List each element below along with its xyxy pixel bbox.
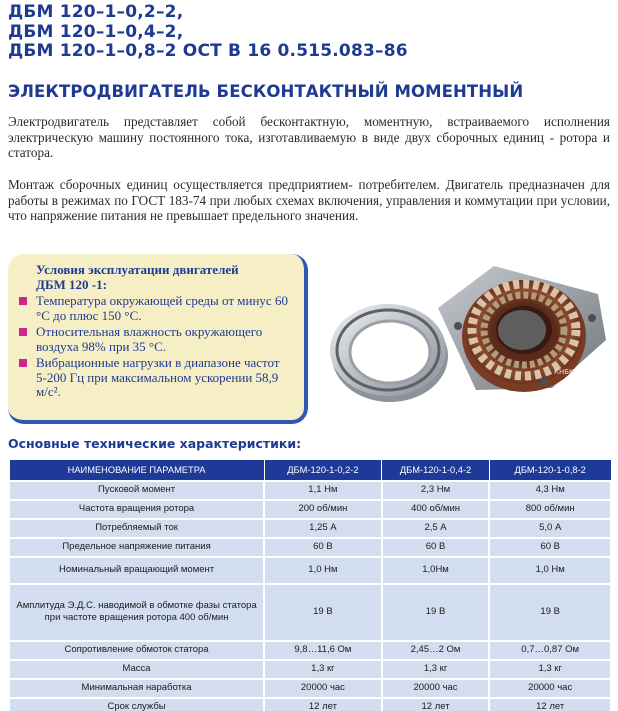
param-value: 12 лет bbox=[382, 698, 490, 711]
conditions-title-line-1: Условия эксплуатации двигателей bbox=[36, 262, 239, 277]
param-value: 12 лет bbox=[264, 698, 382, 711]
param-value: 20000 час bbox=[264, 679, 382, 698]
param-value: 0,7…0,87 Ом bbox=[489, 641, 611, 660]
header-parameter: НАИМЕНОВАНИЕ ПАРАМЕТРА bbox=[9, 460, 264, 481]
header-model-3: ДБМ-120-1-0,8-2 bbox=[489, 460, 611, 481]
param-value: 1,0 Нм bbox=[489, 557, 611, 584]
param-name: Предельное напряжение питания bbox=[9, 538, 264, 557]
bullet-square-icon bbox=[19, 328, 27, 336]
param-value: 1,0 Нм bbox=[264, 557, 382, 584]
table-header-row bbox=[9, 460, 611, 481]
condition-text: Вибрационные нагрузки в диапазоне частот 5-200 Гц при максимальном ускорении 58,9 м/с². bbox=[36, 355, 280, 399]
param-value: 60 В bbox=[264, 538, 382, 557]
bullet-square-icon bbox=[19, 359, 27, 367]
param-name: Масса bbox=[9, 660, 264, 679]
param-value: 1,25 А bbox=[264, 519, 382, 538]
param-name: Потребляемый ток bbox=[9, 519, 264, 538]
param-value: 1,1 Нм bbox=[264, 481, 382, 500]
motor-photo bbox=[326, 258, 612, 433]
table-row bbox=[9, 519, 611, 538]
title-line-3: ДБМ 120–1–0,8–2 ОСТ В 16 0.515.083–86 bbox=[8, 41, 408, 61]
header-model-1: ДБМ-120-1-0,2-2 bbox=[264, 460, 382, 481]
param-value: 800 об/мин bbox=[489, 500, 611, 519]
param-name: Минимальная наработка bbox=[9, 679, 264, 698]
param-value: 9,8…11,6 Ом bbox=[264, 641, 382, 660]
param-value: 400 об/мин bbox=[382, 500, 490, 519]
table-row bbox=[9, 557, 611, 584]
photo-label: КНБК bbox=[554, 368, 575, 376]
param-value: 4,3 Нм bbox=[489, 481, 611, 500]
param-value: 12 лет bbox=[489, 698, 611, 711]
param-value: 2,5 А bbox=[382, 519, 490, 538]
table-row bbox=[9, 698, 611, 711]
param-value: 1,3 кг bbox=[489, 660, 611, 679]
title-line-1: ДБМ 120–1–0,2–2, bbox=[8, 2, 184, 22]
param-value: 19 В bbox=[382, 584, 490, 641]
table-row bbox=[9, 538, 611, 557]
condition-item-vibration bbox=[36, 356, 292, 400]
param-name: Номинальный вращающий момент bbox=[9, 557, 264, 584]
description-paragraph-1: Электродвигатель представляет собой бесконтактную, моментную, встраиваемого исполнения электрическую машину постоянного тока, изготавливаемую в виде двух сборочных единиц - ротора и статора. bbox=[8, 114, 610, 161]
param-value: 1,0Нм bbox=[382, 557, 490, 584]
description-paragraph-2: Монтаж сборочных единиц осуществляется предприятием- потребителем. Двигатель предназначен для работы в режимах по ГОСТ 183-74 при любых схемах включения, управления и коммутации при условии, что напряжение питания не превышает предельного значения. bbox=[8, 177, 610, 224]
condition-text: Относительная влажность окружающего воздуха 98% при 35 °С. bbox=[36, 324, 263, 354]
table-caption: Основные технические характеристики: bbox=[8, 436, 302, 451]
operating-conditions-box bbox=[8, 254, 308, 424]
table-row bbox=[9, 660, 611, 679]
section-heading: ЭЛЕКТРОДВИГАТЕЛЬ БЕСКОНТАКТНЫЙ МОМЕНТНЫЙ bbox=[8, 82, 524, 101]
param-name: Сопротивление обмоток статора bbox=[9, 641, 264, 660]
param-value: 20000 час bbox=[382, 679, 490, 698]
param-value: 2,45…2 Ом bbox=[382, 641, 490, 660]
conditions-title-line-2: ДБМ 120 -1: bbox=[36, 276, 107, 292]
param-value: 20000 час bbox=[489, 679, 611, 698]
specifications-table bbox=[8, 459, 612, 711]
table-row bbox=[9, 500, 611, 519]
param-name: Амплитуда Э.Д.С. наводимой в обмотке фазы статора при частоте вращения ротора 400 об/мин bbox=[9, 584, 264, 641]
param-value: 60 В bbox=[489, 538, 611, 557]
table-row bbox=[9, 641, 611, 660]
param-value: 60 В bbox=[382, 538, 490, 557]
param-value: 1,3 кг bbox=[382, 660, 490, 679]
param-value: 19 В bbox=[264, 584, 382, 641]
bullet-square-icon bbox=[19, 297, 27, 305]
stator-assembly bbox=[438, 266, 606, 392]
table-row bbox=[9, 679, 611, 698]
param-value: 19 В bbox=[489, 584, 611, 641]
param-name: Частота вращения ротора bbox=[9, 500, 264, 519]
condition-text: Температура окружающей среды от минус 60 °С до плюс 150 °С. bbox=[36, 293, 288, 323]
condition-item-humidity bbox=[36, 325, 292, 354]
document-title bbox=[8, 3, 608, 62]
table-row bbox=[9, 481, 611, 500]
rotor-ring bbox=[330, 304, 448, 402]
param-value: 2,3 Нм bbox=[382, 481, 490, 500]
condition-item-temperature bbox=[36, 294, 292, 323]
title-line-2: ДБМ 120–1–0,4–2, bbox=[8, 21, 184, 42]
param-name: Пусковой момент bbox=[9, 481, 264, 500]
param-value: 1,3 кг bbox=[264, 660, 382, 679]
param-value: 5,0 А bbox=[489, 519, 611, 538]
param-name: Срок службы bbox=[9, 698, 264, 711]
param-value: 200 об/мин bbox=[264, 500, 382, 519]
header-model-2: ДБМ-120-1-0,4-2 bbox=[382, 460, 490, 481]
table-row bbox=[9, 584, 611, 641]
